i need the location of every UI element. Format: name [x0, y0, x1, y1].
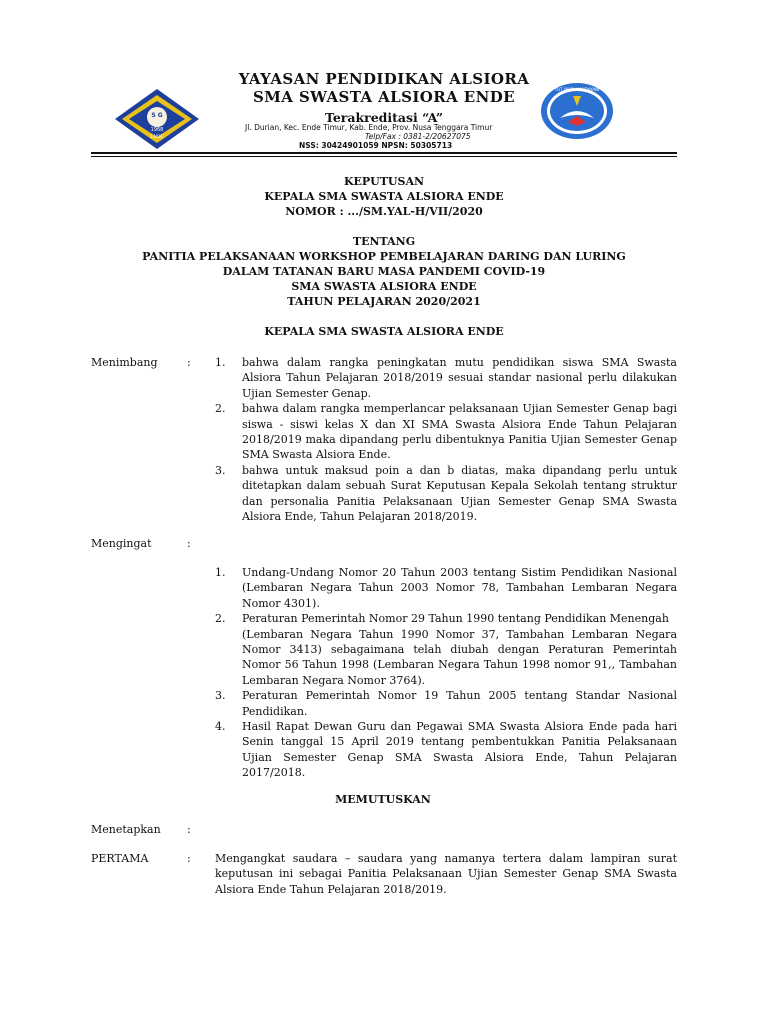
list-item-text: bahwa dalam rangka memperlancar pelaksanaan Ujian Semester Genap bagi siswa - siswi kelas X dan XI SMA Swasta Alsiora Ende Tahun Pelajaran 2018/2019 maka dipandang perlu dibentuknya Panitia Ujian Semester Genap SMA Swasta Alsiora Ende. [242, 402, 677, 462]
list-item [215, 355, 677, 401]
pertama-colon: : [187, 852, 191, 865]
doc-issuer: KEPALA SMA SWASTA ALSIORA ENDE [264, 325, 504, 338]
list-item [215, 401, 677, 463]
doc-subject-line3: SMA SWASTA ALSIORA ENDE [291, 280, 477, 293]
list-item [215, 611, 677, 688]
doc-subject [91, 234, 677, 309]
list-item [215, 463, 677, 525]
pertama-label: PERTAMA [91, 852, 149, 865]
mengingat-colon: : [187, 537, 191, 550]
school-logo-year: 1968 [150, 127, 164, 133]
list-item-text: Undang-Undang Nomor 20 Tahun 2003 tentang Sistim Pendidikan Nasional (Lembaran Negara Tahun 2003 Nomor 78, Tambahan Lembaran Negara Nomor 4301). [242, 566, 677, 610]
school-logo-top: S G [151, 112, 163, 119]
doc-title-line1: KEPUTUSAN [343, 175, 425, 188]
list-item [215, 719, 677, 781]
list-item-text: Peraturan Pemerintah Nomor 19 Tahun 2005 tentang Standar Nasional Pendidikan. [242, 689, 677, 718]
school-logo-icon [113, 88, 201, 150]
list-item [215, 565, 677, 611]
list-item-text-continued: (Lembaran Negara Tahun 1990 Nomor 37, Tambahan Lembaran Negara Nomor 3413) sebagaimana telah diubah dengan Peraturan Pemerintah Nomor 56 Tahun 1998 (Lembaran Negara Tahun 1998 nomor 91,, Tambahan Lembaran Negara Nomor 3764). [242, 627, 677, 687]
list-item-number: 1. [215, 356, 226, 369]
doc-subject-line1: PANITIA PELAKSANAAN WORKSHOP PEMBELAJARAN DARING DAN LURING [142, 250, 626, 263]
list-item-number: 3. [215, 689, 226, 703]
mengingat-label: Mengingat [91, 537, 152, 550]
accreditation: Terakreditasi “A” [324, 110, 444, 125]
school-name: SMA SWASTA ALSIORA ENDE [253, 88, 515, 106]
tut-wuri-text: TUT WURI HANDAYANI [554, 87, 600, 92]
doc-title-line2: KEPALA SMA SWASTA ALSIORA ENDE [264, 190, 504, 203]
menimbang-label: Menimbang [91, 356, 158, 369]
letterhead-rule-thick [91, 152, 677, 154]
list-item-number: 1. [215, 566, 226, 579]
list-item-text: bahwa dalam rangka peningkatan mutu pendidikan siswa SMA Swasta Alsiora Tahun Pelajaran 2018/2019 sesuai standar nasional perlu dilakukan Ujian Semester Genap. [242, 356, 677, 400]
list-item-text: Hasil Rapat Dewan Guru dan Pegawai SMA Swasta Alsiora Ende pada hari Senin tanggal 15 April 2019 tentang pembentukkan Panitia Pelaksanaan Ujian Semester Genap SMA Swasta Alsiora Ende, Tahun Pelajaran 2017/2018. [242, 720, 677, 780]
school-logo-sub: ENDE [150, 135, 164, 140]
school-address-block [245, 123, 685, 150]
mengingat-list [215, 565, 677, 781]
letterhead-rule-thin [91, 156, 677, 157]
menimbang-list [215, 355, 677, 524]
school-address: Jl. Durian, Kec. Ende Timur, Kab. Ende, Prov. Nusa Tenggara Timur [245, 123, 493, 132]
list-item-number: 2. [215, 612, 226, 626]
list-item-number: 3. [215, 463, 226, 477]
list-item-number: 4. [215, 720, 226, 734]
memutuskan-heading: MEMUTUSKAN [335, 793, 431, 806]
doc-subject-line4: TAHUN PELAJARAN 2020/2021 [287, 295, 481, 308]
foundation-name: YAYASAN PENDIDIKAN ALSIORA [238, 70, 530, 88]
letterhead [200, 70, 568, 127]
list-item [215, 688, 677, 719]
list-item-text: bahwa untuk maksud poin a dan b diatas, maka dipandang perlu untuk ditetapkan dalam sebuah Surat Keputusan Kepala Sekolah tentang struktur dan personalia Panitia Pelaksanaan Ujian Semester Genap SMA Swasta Alsiora Ende, Tahun Pelajaran 2018/2019. [242, 463, 677, 524]
doc-subject-line2: DALAM TATANAN BARU MASA PANDEMI COVID-19 [222, 265, 546, 278]
doc-title [91, 174, 677, 219]
list-item-text: Peraturan Pemerintah Nomor 29 Tahun 1990 tentang Pendidikan Menengah [242, 612, 669, 626]
school-phone: Telp/Fax : 0381-2/20627075 [365, 132, 471, 141]
pertama-text: Mengangkat saudara – saudara yang namanya tertera dalam lampiran surat keputusan ini sebagai Panitia Pelaksanaan Ujian Semester Genap SMA Swasta Alsiora Ende Tahun Pelajaran 2018/2019. [215, 852, 677, 896]
doc-about: TENTANG [352, 235, 416, 248]
menetapkan-label: Menetapkan [91, 823, 161, 836]
menetapkan-colon: : [187, 823, 191, 836]
menimbang-colon: : [187, 356, 191, 369]
school-ids: NSS: 30424901059 NPSN: 50305713 [299, 141, 453, 150]
doc-number: NOMOR : .../SM.YAL-H/VII/2020 [285, 205, 483, 218]
list-item-number: 2. [215, 402, 226, 416]
